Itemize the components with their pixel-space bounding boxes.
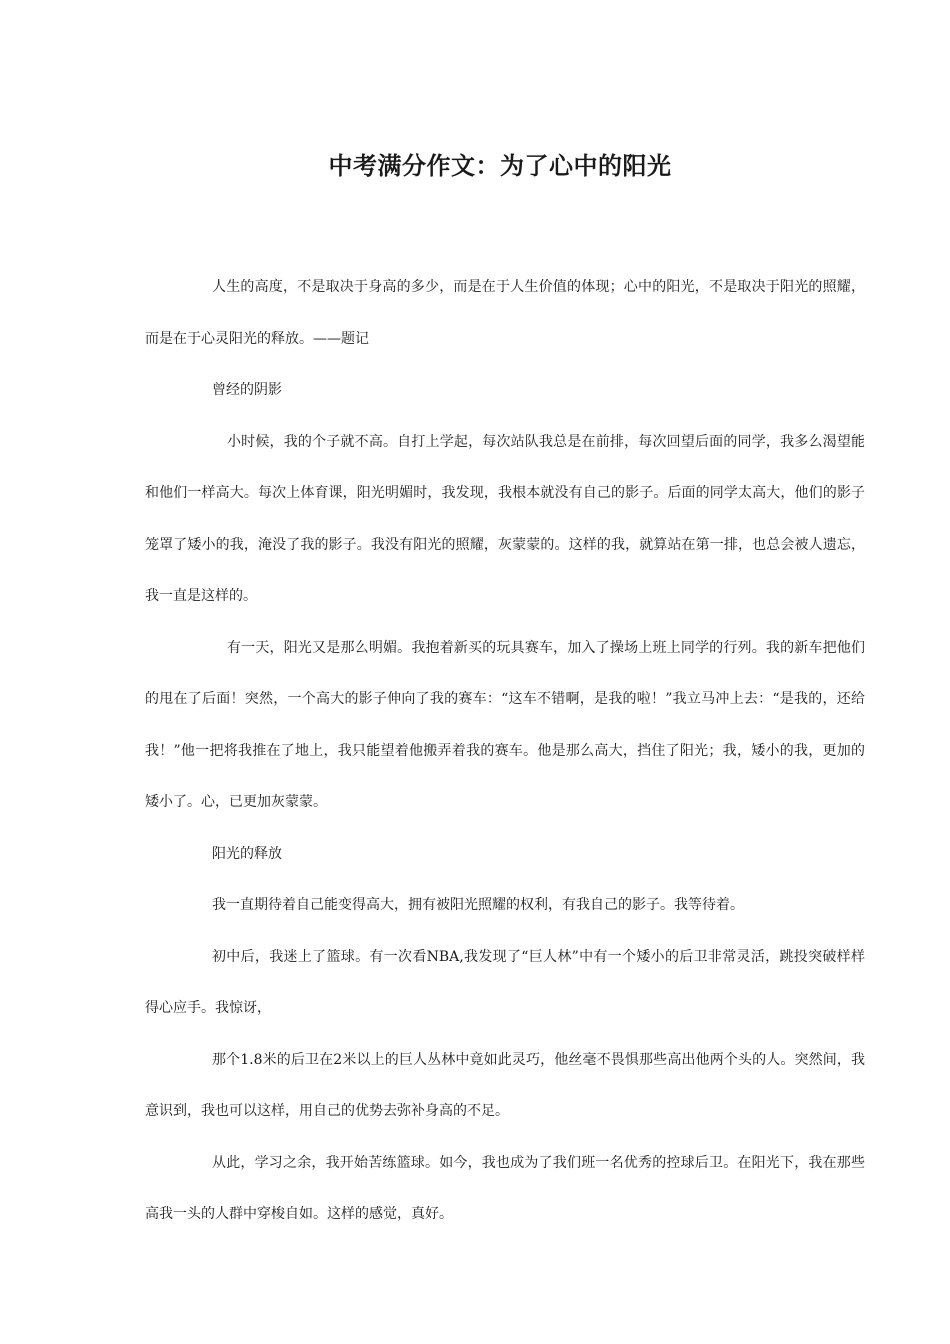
- body-paragraph: 那个1.8米的后卫在2米以上的巨人丛林中竟如此灵巧，他丝毫不畏惧那些高出他两个头的人。突然间，我意识到，我也可以这样，用自己的优势去弥补身高的不足。: [145, 1051, 865, 1119]
- body-paragraph: 小时候，我的个子就不高。自打上学起，每次站队我总是在前排，每次回望后面的同学，我多么渴望能和他们一样高大。每次上体育课，阳光明媚时，我发现，我根本就没有自己的影子。后面的同学太高大，他们的影子笼罩了矮小的我，淹没了我的影子。我没有阳光的照耀，灰蒙蒙的。这样的我，就算站在第一排，也总会被人遗忘，我一直是这样的。: [145, 433, 865, 604]
- body-paragraph: 从此，学习之余，我开始苦练篮球。如今，我也成为了我们班一名优秀的控球后卫。在阳光下，我在那些高我一头的人群中穿梭自如。这样的感觉，真好。: [145, 1154, 865, 1222]
- body-paragraph: 初中后，我迷上了篮球。有一次看NBA,我发现了“巨人林”中有一个矮小的后卫非常灵活，跳投突破样样得心应手。我惊讶，: [145, 948, 865, 1016]
- section-heading: 曾经的阴影: [212, 382, 282, 398]
- document-body: [145, 262, 865, 1241]
- document-title: 中考满分作文：为了心中的阳光: [328, 152, 672, 180]
- body-paragraph: 有一天，阳光又是那么明媚。我抱着新买的玩具赛车，加入了操场上班上同学的行列。我的新车把他们的甩在了后面！突然，一个高大的影子伸向了我的赛车：“这车不错啊，是我的啦！”我立马冲上去：“是我的，还给我！”他一把将我推在了地上，我只能望着他搬弄着我的赛车。他是那么高大，挡住了阳光；我，矮小的我，更加的矮小了。心，已更加灰蒙蒙。: [145, 639, 865, 810]
- epigraph-paragraph: 人生的高度，不是取决于身高的多少，而是在于人生价值的体现；心中的阳光，不是取决于阳光的照耀，而是在于心灵阳光的释放。——题记: [145, 279, 865, 347]
- section-heading: 阳光的释放: [212, 845, 282, 862]
- body-paragraph: 我一直期待着自己能变得高大，拥有被阳光照耀的权利，有我自己的影子。我等待着。: [212, 897, 744, 913]
